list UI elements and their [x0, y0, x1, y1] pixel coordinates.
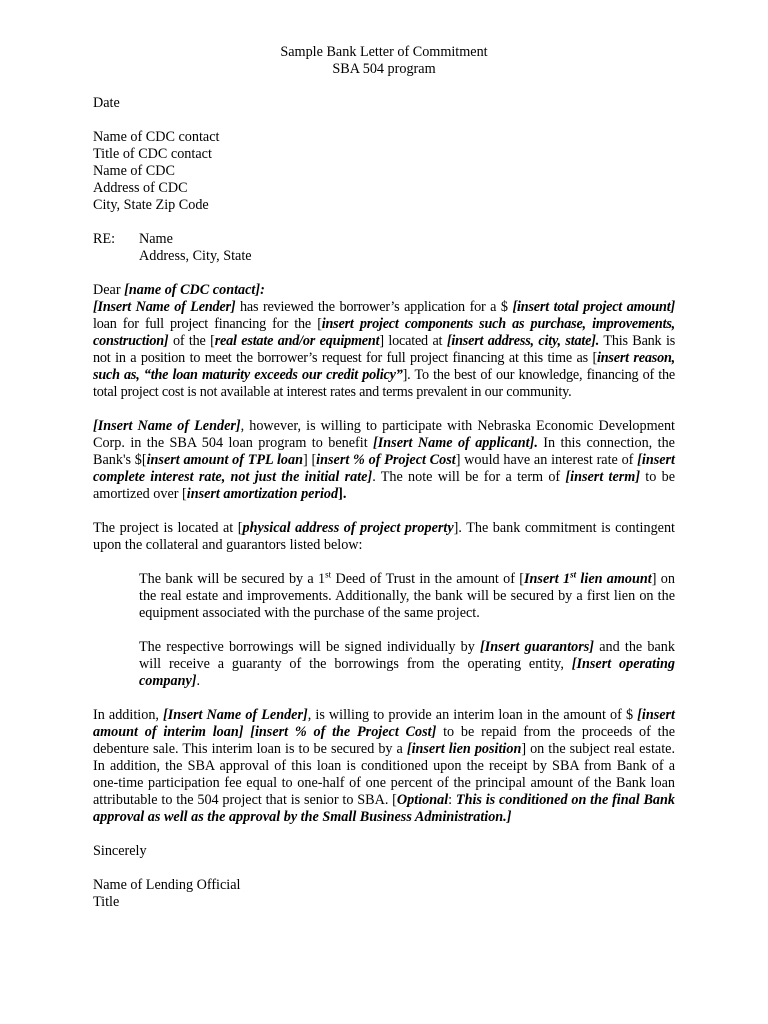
text: This Bank is not in a position to meet the borrower’s request for full project financing at this time as [ [93, 333, 676, 366]
condition-placeholder: This is conditioned on the final Bank approval as well as the approval by the Small Business Administration.] [93, 792, 675, 825]
paragraph-4 [93, 707, 675, 826]
address-line: Address of CDC [93, 180, 188, 196]
text: . The note will be for a term of [372, 469, 566, 485]
bullet-guaranty [139, 639, 675, 690]
address-line: Title of CDC contact [93, 146, 212, 162]
re-name: Name [139, 231, 173, 247]
components-placeholder: insert project components such as purchase, improvements, construction] [93, 316, 675, 349]
address-line: Name of CDC contact [93, 129, 220, 145]
text: ] [ [302, 452, 317, 468]
salutation-prefix: Dear [93, 282, 125, 298]
optional-label: Optional [396, 792, 449, 808]
text: loan for full project financing for the [ [93, 316, 322, 332]
salutation-field: [name of CDC contact]: [124, 282, 265, 298]
text: ]. To the best of our knowledge, financing of the total project cost is not available at interest rates and terms prevalent in our community. [93, 367, 675, 400]
text: , however, is willing to participate with Nebraska Economic Development Corp. in the SBA 504 loan program to benefit [93, 418, 675, 451]
text: ]. The bank commitment is contingent upon the collateral and guarantors listed below: [93, 520, 675, 553]
salutation [93, 282, 675, 299]
re-block [93, 231, 675, 265]
lender-placeholder: [Insert Name of Lender] [93, 418, 241, 434]
text: ] would have an interest rate of [455, 452, 638, 468]
superscript: st [570, 569, 577, 580]
text: . [196, 673, 201, 689]
address-line: Name of CDC [93, 163, 175, 179]
reason-placeholder: insert reason, such as, “the loan maturity exceeds our credit policy” [93, 350, 675, 383]
text: ]. [338, 486, 347, 502]
address-placeholder: [insert address, city, state]. [446, 333, 600, 349]
signature-title: Title [93, 894, 120, 910]
text: of the [ [168, 333, 215, 349]
lien-placeholder: lien amount [576, 571, 652, 587]
text: and the bank will receive a guaranty of the borrowings from the operating entity, [139, 639, 675, 672]
signature-name: Name of Lending Official [93, 877, 241, 893]
physical-placeholder: physical address of project property [242, 520, 454, 536]
amount-placeholder: [insert total project amount] [512, 299, 675, 315]
re-address: Address, City, State [139, 248, 252, 264]
lienpos-placeholder: [insert lien position [406, 741, 522, 757]
re-label: RE: [93, 231, 116, 247]
text: In addition, [93, 707, 164, 723]
recipient-address [93, 129, 675, 214]
lender-placeholder: [Insert Name of Lender] [163, 707, 308, 723]
applicant-placeholder: [Insert Name of applicant]. [373, 435, 538, 451]
amort-placeholder: insert amortization period [186, 486, 339, 502]
text: , is willing to provide an interim loan in the amount of $ [307, 707, 638, 723]
lender-placeholder: [Insert Name of Lender] [93, 299, 236, 315]
text: Deed of Trust in the amount of [ [331, 571, 525, 587]
estate-placeholder: real estate and/or equipment [214, 333, 380, 349]
closing: Sincerely [93, 843, 147, 859]
rate-placeholder: [insert complete interest rate, not just the initial rate] [93, 452, 675, 485]
signature-block [93, 877, 675, 911]
lien-placeholder: Insert 1 [524, 571, 571, 587]
text: The respective borrowings will be signed individually by [139, 639, 480, 655]
text: to be amortized over [ [93, 469, 675, 502]
text: to be repaid from the proceeds of the debenture sale. This interim loan is to be secured by a [93, 724, 675, 757]
paragraph-2 [93, 418, 675, 503]
text: The project is located at [ [93, 520, 243, 536]
text: : [448, 792, 456, 808]
text: In this connection, the Bank's $[ [93, 435, 675, 468]
text: ] on the real estate and improvements. Additionally, the bank will be secured by a first lien on the equipment associated with the purchase of the same project. [139, 571, 675, 621]
paragraph-1 [93, 299, 675, 401]
text: ] on the subject real estate. In addition, the SBA approval of this loan is conditioned upon the receipt by SBA from Bank of a one-time participation fee equal to one-half of one percent of the principal amount of the Bank loan attributable to the 504 project that is senior to SBA. [ [93, 741, 675, 808]
term-placeholder: [insert term] [565, 469, 641, 485]
letter-subtitle: SBA 504 program [332, 61, 436, 77]
paragraph-3 [93, 520, 675, 554]
address-line: City, State Zip Code [93, 197, 209, 213]
opco-placeholder: [Insert operating company] [139, 656, 675, 689]
letter-body [93, 44, 675, 911]
text: has reviewed the borrower’s application for a $ [235, 299, 513, 315]
date-line: Date [93, 95, 120, 111]
text: ] located at [379, 333, 447, 349]
interim-placeholder: [insert amount of interim loan] [insert % of the Project Cost] [93, 707, 675, 740]
bullet-deed [139, 571, 675, 622]
letter-title: Sample Bank Letter of Commitment [280, 44, 488, 60]
pct-placeholder: insert % of Project Cost [316, 452, 456, 468]
tpl-placeholder: insert amount of TPL loan [146, 452, 303, 468]
text: The bank will be secured by a 1 [139, 571, 326, 587]
guarantors-placeholder: [Insert guarantors] [480, 639, 594, 655]
superscript: st [325, 569, 332, 580]
